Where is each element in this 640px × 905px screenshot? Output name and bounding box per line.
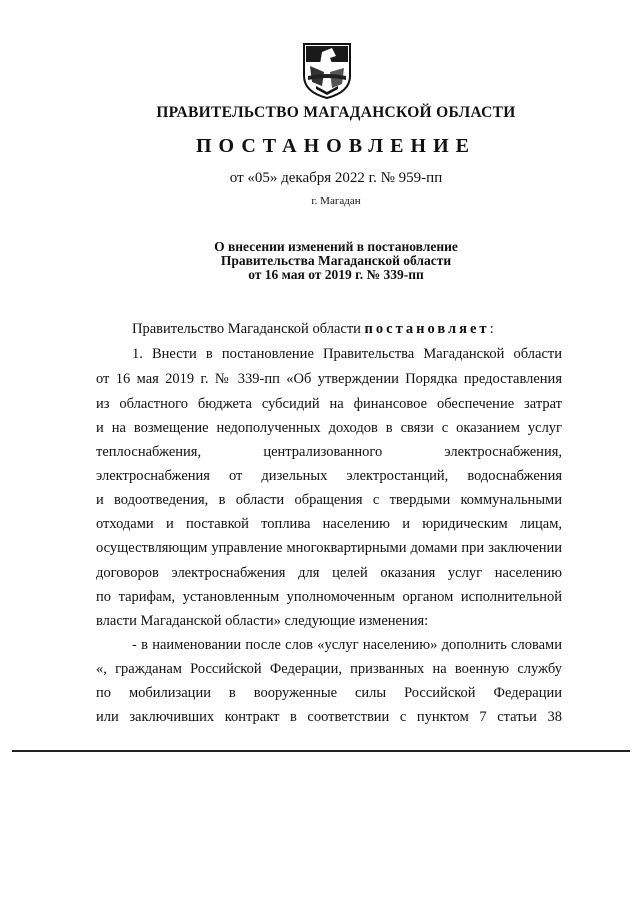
title-line: Правительства Магаданской области [220,253,452,268]
body-line: или заключивших контракт в соответствии с пунктом 7 статьи 38 [96,709,562,725]
government-name: ПРАВИТЕЛЬСТВО МАГАДАНСКОЙ ОБЛАСТИ [156,104,516,121]
body-line: - в наименовании после слов «услуг населению» дополнить словами [132,637,562,653]
body-line: осуществляющим управление многоквартирными домами при заключении [96,540,562,556]
page-divider [12,750,630,752]
decree-date-number: от «05» декабря 2022 г. № 959-пп [229,170,443,186]
body-line: теплоснабжения, централизованного электроснабжения, [96,444,562,460]
body-line: «, гражданам Российской Федерации, призванных на военную службу [96,661,562,677]
coat-of-arms-emblem [302,42,352,100]
intro-resolves-word: постановляет [364,321,490,337]
body-line: и водоотведения, в области обращения с твердыми коммунальными [96,492,562,508]
body-line: по мобилизации в вооруженные силы Российской Федерации [96,685,562,701]
body-line: электроснабжения от дизельных электростанций, водоснабжения [96,468,562,484]
decree-title [0,240,640,282]
body-line: 1. Внести в постановление Правительства Магаданской области [132,346,562,362]
body-line: договоров электроснабжения для целей оказания услуг населению [96,565,562,581]
body-line: от 16 мая 2019 г. № 339-пп «Об утверждении Порядка предоставления [96,371,562,387]
intro-text: Правительство Магаданской области [132,321,365,337]
body-line: и на возмещение недополученных доходов в связи с оказанием услуг [96,420,562,436]
body-line: власти Магаданской области» следующие изменения: [96,613,429,629]
body-line: по тарифам, установленным уполномоченным органом исполнительной [96,589,562,605]
body-line: из областного бюджета субсидий на финансовое обеспечение затрат [96,396,562,412]
title-line: О внесении изменений в постановление [214,239,458,254]
decree-city: г. Магадан [311,195,361,207]
title-line: от 16 мая от 2019 г. № 339-пп [248,267,424,282]
intro-colon: : [489,321,494,337]
document-type: ПОСТАНОВЛЕНИЕ [196,135,476,157]
intro-paragraph [132,321,494,338]
body-line: отходами и поставкой топлива населению и юридическим лицам, [96,516,562,532]
